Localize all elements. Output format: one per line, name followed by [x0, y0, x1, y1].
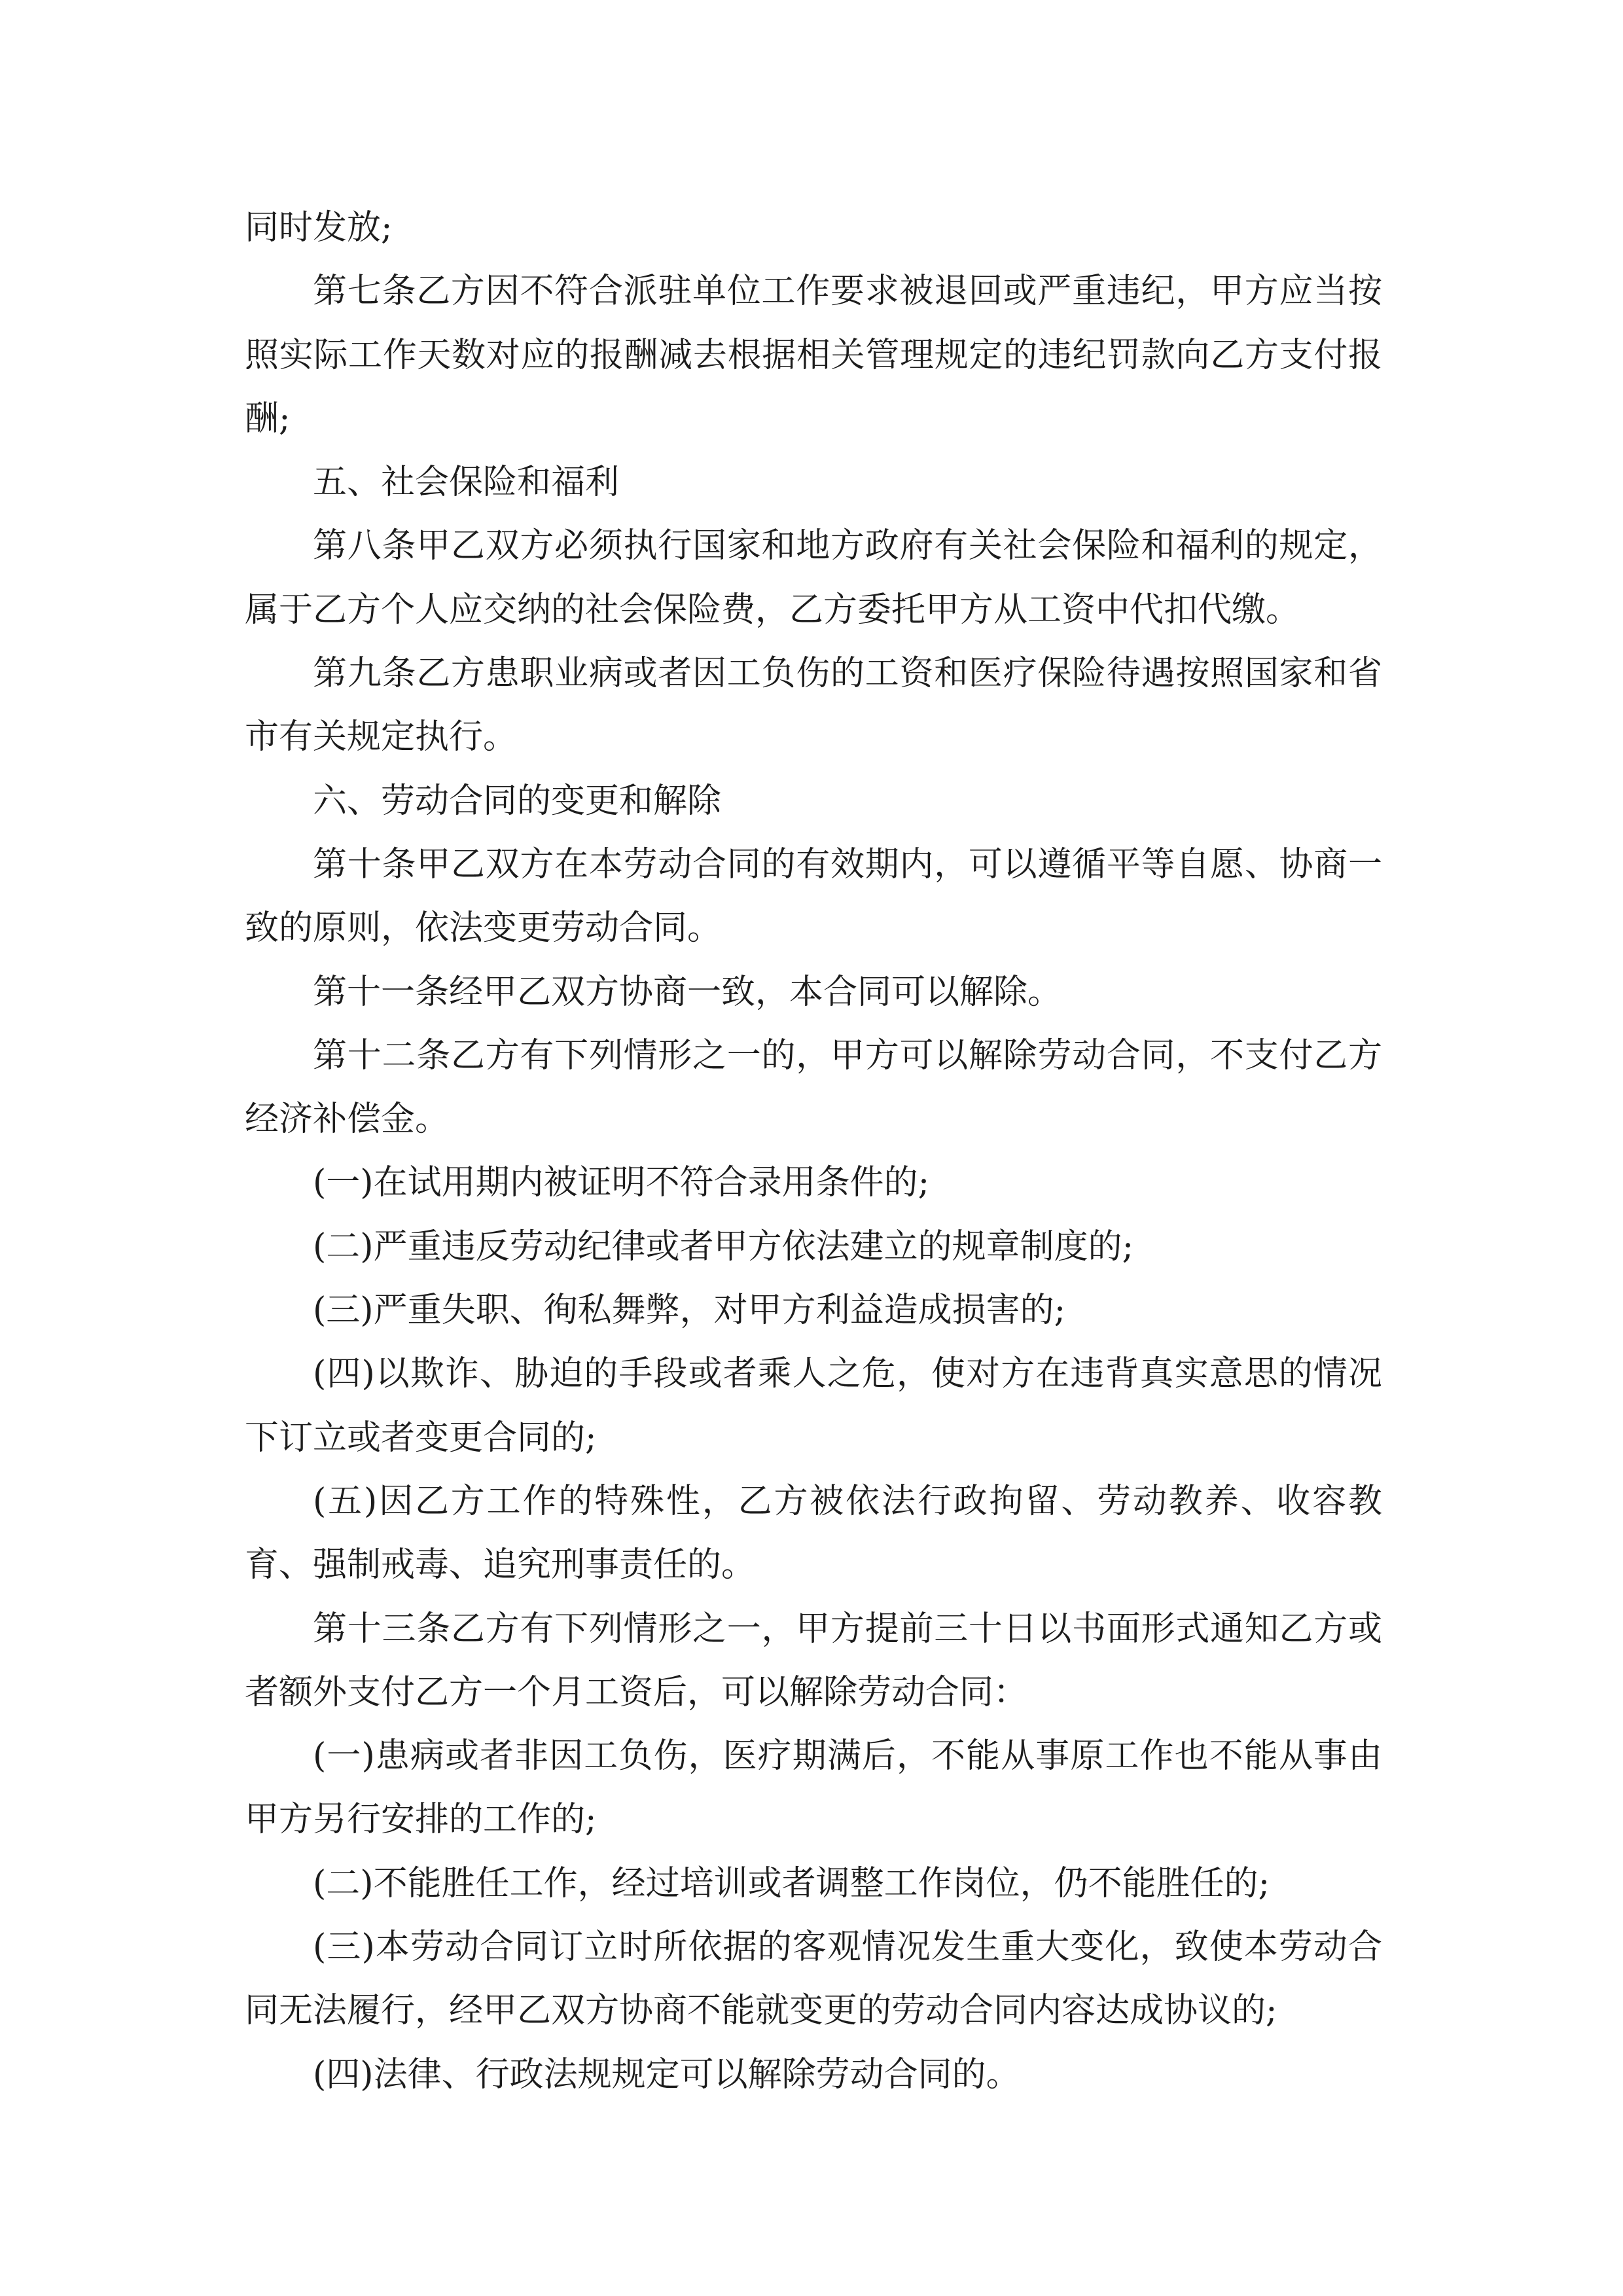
- paragraph: 同时发放;: [245, 208, 393, 247]
- paragraph: 第十三条乙方有下列情形之一，甲方提前三十日以书面形式通知乙方或者额外支付乙方一个月工资后，可以解除劳动合同：: [245, 1609, 1382, 1712]
- paragraph: 第十条甲乙双方在本劳动合同的有效期内，可以遵循平等自愿、协商一致的原则，依法变更劳动合同。: [245, 844, 1382, 948]
- list-item: (五)因乙方工作的特殊性，乙方被依法行政拘留、劳动教养、收容教育、强制戒毒、追究刑事责任的。: [245, 1481, 1382, 1585]
- list-item: (一)患病或者非因工负伤，医疗期满后，不能从事原工作也不能从事由甲方另行安排的工作的;: [245, 1736, 1382, 1840]
- list-item: (一)在试用期内被证明不符合录用条件的;: [313, 1163, 930, 1203]
- list-item: (三)本劳动合同订立时所依据的客观情况发生重大变化，致使本劳动合同无法履行，经甲乙双方协商不能就变更的劳动合同内容达成协议的;: [245, 1928, 1382, 2031]
- section-heading: 六、劳动合同的变更和解除: [313, 781, 722, 821]
- paragraph: 第九条乙方患职业病或者因工负伤的工资和医疗保险待遇按照国家和省市有关规定执行。: [245, 654, 1382, 757]
- paragraph: 第八条甲乙双方必须执行国家和地方政府有关社会保险和福利的规定，属于乙方个人应交纳的社会保险费，乙方委托甲方从工资中代扣代缴。: [245, 526, 1382, 630]
- document-body: [245, 196, 1382, 2107]
- paragraph: 第七条乙方因不符合派驻单位工作要求被退回或严重违纪，甲方应当按照实际工作天数对应的报酬减去根据相关管理规定的违纪罚款向乙方支付报酬;: [245, 272, 1382, 439]
- list-item: (二)不能胜任工作，经过培训或者调整工作岗位，仍不能胜任的;: [313, 1863, 1270, 1903]
- paragraph: 第十二条乙方有下列情形之一的，甲方可以解除劳动合同，不支付乙方经济补偿金。: [245, 1035, 1382, 1139]
- list-item: (四)法律、行政法规规定可以解除劳动合同的。: [313, 2054, 1020, 2094]
- list-item: (四)以欺诈、胁迫的手段或者乘人之危，使对方在违背真实意思的情况下订立或者变更合同的;: [245, 1354, 1382, 1458]
- list-item: (三)严重失职、徇私舞弊，对甲方利益造成损害的;: [313, 1291, 1066, 1331]
- list-item: (二)严重违反劳动纪律或者甲方依法建立的规章制度的;: [313, 1227, 1134, 1266]
- paragraph: 第十一条经甲乙双方协商一致，本合同可以解除。: [313, 972, 1062, 1012]
- section-heading: 五、社会保险和福利: [313, 463, 620, 503]
